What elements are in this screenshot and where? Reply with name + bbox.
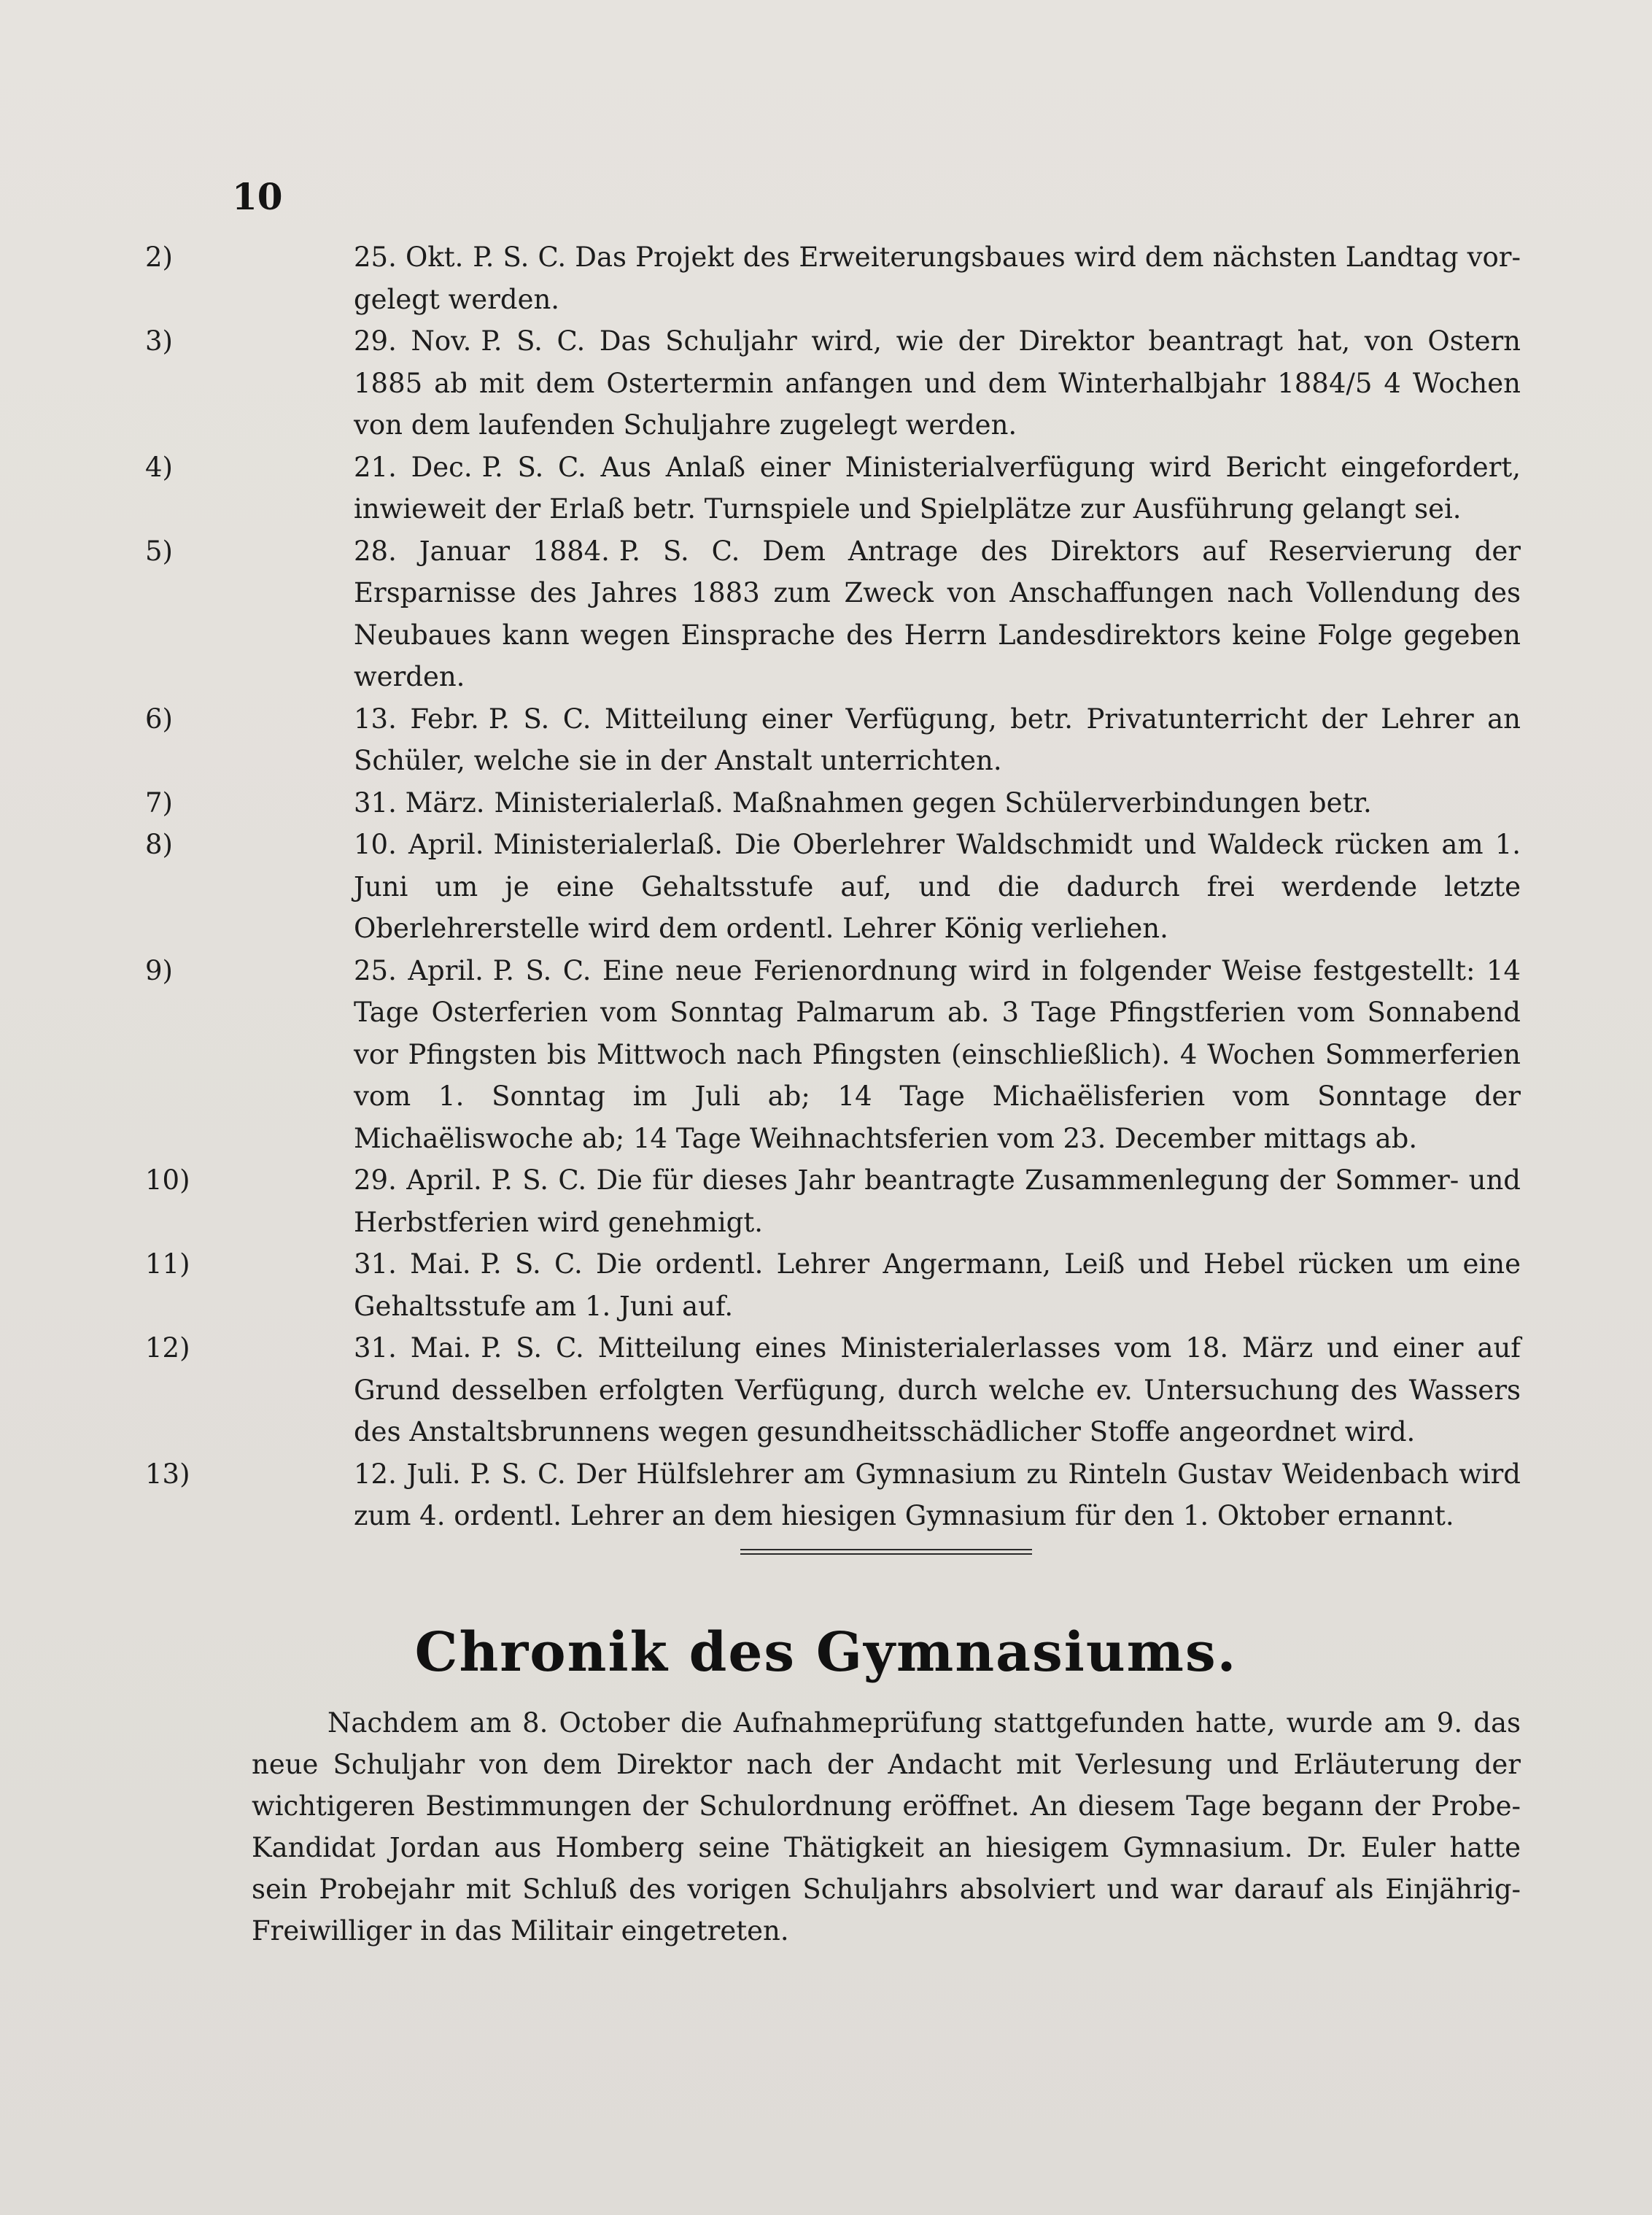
entry-text: P. S. C. Mitteilung einer Verfügung, betr. Privatunterricht der Lehrer an Schüler, welche sie in der Anstalt unterrichten.: [354, 703, 1521, 776]
entry-text: P. S. C. Das Projekt des Erweiterungsbaues wird dem nächsten Landtag vor-gelegt werden.: [354, 241, 1521, 315]
entry-text: P. S. C. Mitteilung eines Ministerialerlasses vom 18. März und einer auf Grund desselben erfolgten Verfügung, durch welche ev. Untersuchung des Wassers des Anstaltsbrunnens wegen gesundheitsschädlicher Stoffe angeordnet wird.: [354, 1332, 1521, 1447]
entry-date: 29. Nov.: [354, 325, 472, 357]
entry-number: 6): [145, 703, 173, 735]
entry-date: 25. April.: [354, 954, 484, 986]
entry-date: 10. April.: [354, 829, 484, 860]
entry-number: 7): [145, 786, 173, 819]
list-item: [145, 950, 1521, 1160]
entry-number: 4): [145, 451, 173, 483]
entry-number: 9): [145, 954, 173, 986]
entry-text: P. S. C. Aus Anlaß einer Ministerialverfügung wird Bericht eingefordert, inwieweit der Erlaß betr. Turnspiele und Spielplätze zur Ausführung gelangt sei.: [354, 451, 1521, 525]
list-item: [145, 1243, 1521, 1327]
decree-list: [145, 236, 1521, 1537]
entry-date: 25. Okt.: [354, 241, 464, 273]
entry-date: 29. April.: [354, 1164, 482, 1196]
entry-number: 8): [145, 829, 173, 860]
entry-date: 28. Januar 1884.: [354, 535, 610, 567]
list-item: [145, 447, 1521, 530]
entry-text: P. S. C. Die ordentl. Lehrer Angermann, Leiß und Hebel rücken um eine Gehaltsstufe am 1. Juni auf.: [354, 1248, 1521, 1322]
section-divider: [740, 1549, 1032, 1555]
entry-number: 2): [145, 241, 173, 273]
entry-text: P. S. C. Eine neue Ferienordnung wird in folgender Weise festgestellt: 14 Tage Osterferien vom Sonntag Palmarum ab. 3 Tage Pfingstferien vom Sonnabend vor Pfingsten bis Mittwoch nach Pfingsten (einschließlich). 4 Wochen Sommerferien vom 1. Sonntag im Juli ab; 14 Tage Michaëlisferien vom Sonntage der Michaëliswoche ab; 14 Tage Weihnachtsferien vom 23. December mittags ab.: [354, 954, 1521, 1154]
list-item: [145, 530, 1521, 698]
list-item: [145, 824, 1521, 950]
entry-text: P. S. C. Der Hülfslehrer am Gymnasium zu Rinteln Gustav Weidenbach wird zum 4. ordentl. Lehrer an dem hiesigen Gymnasium für den 1. Oktober ernannt.: [354, 1458, 1521, 1531]
list-item: [145, 1453, 1521, 1537]
entry-number: 3): [145, 325, 173, 357]
list-item: [145, 1159, 1521, 1243]
entry-date: 21. Dec.: [354, 451, 473, 483]
entry-date: 13. Febr.: [354, 703, 479, 735]
entry-number: 5): [145, 535, 173, 567]
entry-date: 12. Juli.: [354, 1458, 461, 1490]
page-number: 10: [232, 175, 283, 218]
list-item: [145, 1327, 1521, 1453]
entry-number: 11): [145, 1248, 190, 1280]
list-item: [145, 698, 1521, 782]
entry-number: 12): [145, 1332, 190, 1364]
entry-text: P. S. C. Die für dieses Jahr beantragte Zusammenlegung der Sommer- und Herbstferien wird genehmigt.: [354, 1164, 1521, 1238]
entry-date: 31. März.: [354, 786, 485, 819]
entry-date: 31. Mai.: [354, 1248, 471, 1280]
list-item: [145, 320, 1521, 447]
entry-number: 13): [145, 1458, 190, 1490]
entry-number: 10): [145, 1164, 190, 1196]
entry-text: P. S. C. Das Schuljahr wird, wie der Direktor beantragt hat, von Ostern 1885 ab mit dem Ostertermin anfangen und dem Winterhalbjahr 1884/5 4 Wochen von dem laufenden Schuljahre zugelegt werden.: [354, 325, 1521, 441]
entry-date: 31. Mai.: [354, 1332, 472, 1364]
list-item: [145, 236, 1521, 320]
chronicle-paragraph: Nachdem am 8. October die Aufnahmeprüfung stattgefunden hatte, wurde am 9. das neue Schuljahr von dem Direktor nach der Andacht mit Verlesung und Erläuterung der wichtigeren Bestimmungen der Schulordnung eröffnet. An diesem Tage begann der Probe-Kandidat Jordan aus Homberg seine Thätigkeit an hiesigem Gymnasium. Dr. Euler hatte sein Probejahr mit Schluß des vorigen Schuljahrs absolviert und war darauf als Einjährig-Freiwilliger in das Militair eingetreten.: [252, 1707, 1521, 1947]
entry-text: Ministerialerlaß. Maßnahmen gegen Schülerverbindungen betr.: [494, 786, 1372, 819]
entry-text: Ministerialerlaß. Die Oberlehrer Waldschmidt und Waldeck rücken am 1. Juni um je eine Gehaltsstufe auf, und die dadurch frei werdende letzte Oberlehrerstelle wird dem ordentl. Lehrer König verliehen.: [354, 829, 1521, 944]
section-title: Chronik des Gymnasiums.: [414, 1621, 1238, 1684]
list-item: [145, 782, 1521, 824]
entry-text: P. S. C. Dem Antrage des Direktors auf Reservierung der Ersparnisse des Jahres 1883 zum Zweck von Anschaffungen nach Vollendung des Neubaues kann wegen Einsprache des Herrn Landesdirektors keine Folge gegeben werden.: [354, 535, 1521, 692]
